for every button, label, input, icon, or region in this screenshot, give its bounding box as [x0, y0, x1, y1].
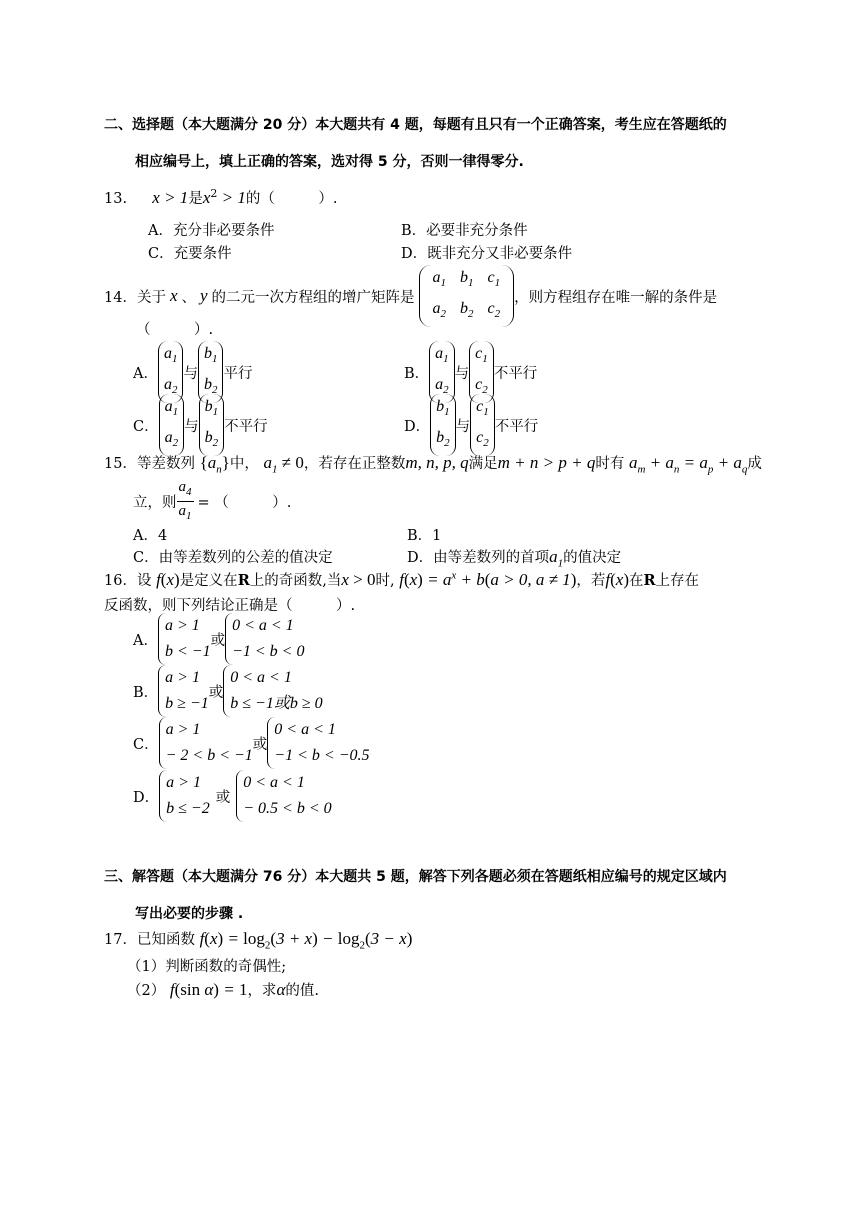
q14-option-b: B． $a_1$ $a_2$ 与 $c_1$ $c_2$ 不平行 — [404, 341, 537, 403]
q15-option-c: C．由等差数列的公差的值决定 — [133, 550, 333, 566]
question-number: 13. — [104, 191, 128, 207]
question-17-stem: 17．已知函数 $f(x) = \log_2(3 + x) - \log_2(3 - x)$ — [104, 929, 413, 952]
section-2-heading-line2: 相应编号上，填上正确的答案，选对得 5 分，否则一律得零分. — [135, 154, 524, 170]
q16-option-b: B． a > 1 b ≥ −1 或 0 < a < 1 b ≤ −1或b ≥ 0 — [133, 665, 323, 717]
q16-option-c: C． a > 1 − 2 < b < −1 或 0 < a < 1 −1 < b < −0.5 — [133, 717, 369, 769]
q14-option-d: D． $b_1$ $b_2$ 与 $c_1$ $c_2$ 不平行 — [404, 394, 538, 456]
section-3-heading-line1: 三、解答题（本大题满分 76 分）本大题共 5 题，解答下列各题必须在答题纸相应编号的规定区域内 — [104, 869, 727, 885]
q17-part-1: （1）判断函数的奇偶性; — [127, 959, 287, 975]
question-13-stem: 13. x > 1是$x^2 > 1$的（ ）. — [104, 187, 338, 207]
question-14-stem: 14． 关于 x 、 y 的二元一次方程组的增广矩阵是 $a_1$ $b_1$ $c_1$ $a_2$ $b_2$ $c_2$ ，则方程组存在唯一解的条件是 — [104, 265, 717, 327]
q15-option-b: B．1 — [407, 528, 442, 544]
q16-option-a: A． a > 1 b < −1 或 0 < a < 1 −1 < b < 0 — [133, 613, 304, 665]
question-16-stem: 16．设 f(x)是定义在R上的奇函数,当x > 0时, $f(x) = a^x + b(a > 0$, a ≠ 1)，若f(x)在R上存在 — [104, 569, 700, 589]
q14-option-c: C． $a_1$ $a_2$ 与 $b_1$ $b_2$ 不平行 — [133, 394, 268, 456]
augmented-matrix: $a_1$ $b_1$ $c_1$ $a_2$ $b_2$ $c_2$ — [419, 265, 515, 327]
q13-option-c: C．充要条件 — [148, 246, 232, 262]
q16-option-d: D． a > 1 b ≤ −2 或 0 < a < 1 − 0.5 < b < 0 — [133, 770, 332, 822]
q17-part-2: （2） f(sin α) = 1，求α的值. — [127, 980, 319, 999]
q15-option-d: D．由等差数列的首项$a_1$的值决定 — [407, 547, 622, 570]
q14-stem-end: （ ）. — [136, 322, 214, 338]
q13-option-d: D．既非充分又非必要条件 — [401, 246, 573, 262]
q15-option-a: A．4 — [133, 528, 168, 544]
section-3-heading-line2: 写出必要的步骤 . — [135, 906, 244, 922]
q13-option-a: A．充分非必要条件 — [148, 223, 275, 239]
question-15-stem: 15．等差数列 $\{a_n\}$中， $a_1 \ne 0$，若存在正整数m, n, p, q满足m + n > p + q时有 $a_m + a_n = a_p + a_q$成 — [104, 453, 762, 476]
question-15-line2: 立，则 $\frac{a_4}{a_1}$ = （ ）. — [133, 478, 291, 525]
section-2-heading-line1: 二、选择题（本大题满分 20 分）本大题共有 4 题，每题有且只有一个正确答案，考生应在答题纸的 — [104, 117, 727, 133]
fraction-a4-over-a1: $\frac{a_4}{a_1}$ — [178, 479, 192, 522]
q13-option-b: B．必要非充分条件 — [401, 223, 528, 239]
question-16-line2: 反函数，则下列结论正确是（ ）. — [104, 598, 356, 614]
q14-option-a: A． $a_1$ $a_2$ 与 $b_1$ $b_2$ 平行 — [133, 341, 252, 403]
